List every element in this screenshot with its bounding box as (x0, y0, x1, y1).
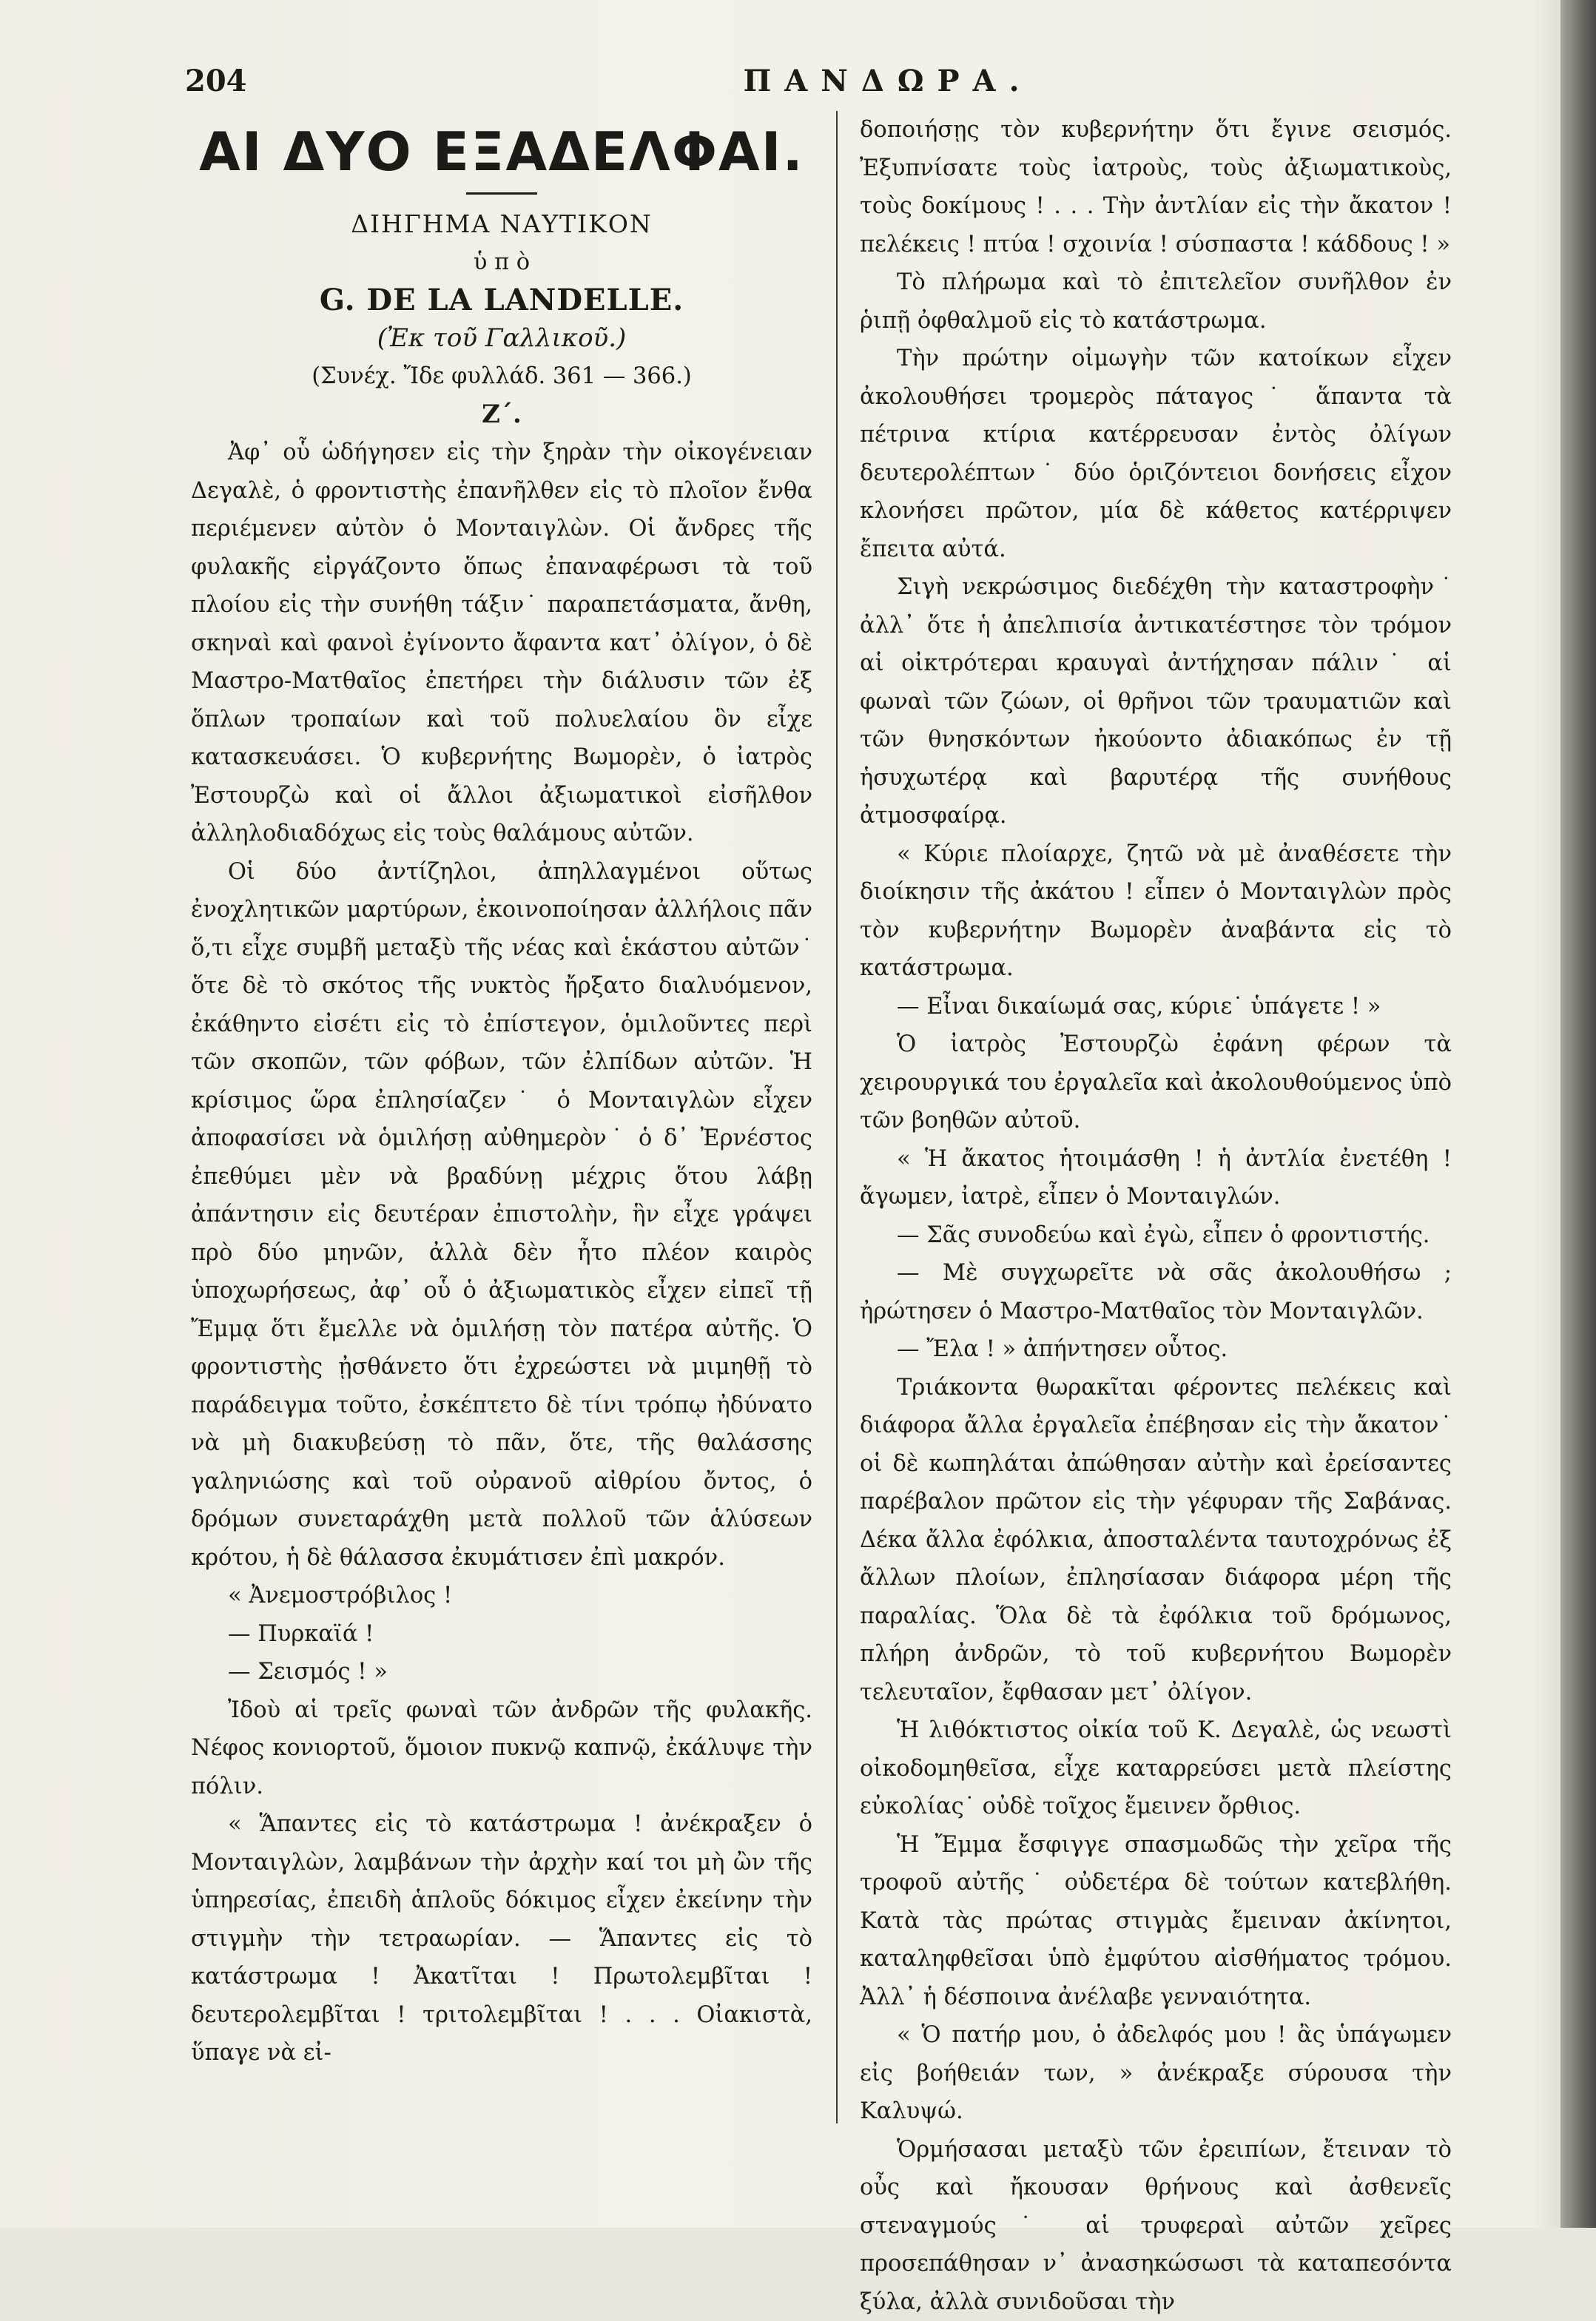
right-column (860, 111, 1452, 2321)
paragraph: Τὴν πρώτην οἰμωγὴν τῶν κατοίκων εἶχεν ἀκολουθήσει τρομερὸς πάταγος˙ ἅπαντα τὰ πέτρινα κτίρια κατέρρευσαν ἐντὸς ὀλίγων δευτερολέπτων˙ δύο ὁριζόντειοι δονήσεις εἶχον κλονήσει πρῶτον, μία δὲ κάθετος κατέρριψεν ἔπειτα αὐτά. (860, 340, 1452, 568)
paragraph: « Ὁ πατήρ μου, ὁ ἀδελφός μου ! ἂς ὑπάγωμεν εἰς βοήθειάν των, » ἀνέκραξε σύρουσα τὴν Καλυψώ. (860, 2016, 1452, 2131)
journal-title: ΠΑΝΔΩΡΑ. (629, 64, 1147, 98)
title-rule (466, 192, 537, 195)
paragraph: « Ἅπαντες εἰς τὸ κατάστρωμα ! ἀνέκραξεν ὁ Μονταιγλὼν, λαμβάνων τὴν ἀρχὴν καί τοι μὴ ὢν τῆς ὑπηρεσίας, ἐπειδὴ ἁπλοῦς δόκιμος εἶχεν ἐκείνην τὴν στιγμὴν τὴν τετραωρίαν. — Ἅπαντες εἰς τὸ κατάστρωμα ! Ἀκατῖται ! Πρωτολεμβῖται ! δευτερολεμβῖται ! τριτολεμβῖται ! . . . Οἰακιστὰ, ὕπαγε νὰ εἰ- (191, 1805, 812, 2072)
column-rule (836, 111, 838, 2123)
paragraph: Τὸ πλήρωμα καὶ τὸ ἐπιτελεῖον συνῆλθον ἐν ῥιπῇ ὀφθαλμοῦ εἰς τὸ κατάστρωμα. (860, 263, 1452, 340)
by-line: ὑ π ὸ (191, 243, 812, 282)
paragraph: Ἡ Ἔμμα ἔσφιγγε σπασμωδῶς τὴν χεῖρα τῆς τροφοῦ αὐτῆς˙ οὐδετέρα δὲ τούτων κατεβλήθη. Κατὰ τὰς πρώτας στιγμὰς ἔμειναν ἀκίνητοι, καταληφθεῖσαι ὑπὸ ἐμφύτου αἰσθήματος τρόμου. Ἀλλ᾽ ἡ δέσποινα ἀνέλαβε γενναιότητα. (860, 1826, 1452, 2017)
continuation-note: (Συνέχ. Ἴδε φυλλάδ. 361 — 366.) (191, 357, 812, 396)
paragraph: Σιγὴ νεκρώσιμος διεδέχθη τὴν καταστροφὴν˙ ἀλλ᾽ ὅτε ἡ ἀπελπισία ἀντικατέστησε τὸν τρόμον αἱ οἰκτρότεραι κραυγαὶ ἀντήχησαν πάλιν˙ αἱ φωναὶ τῶν ζώων, οἱ θρῆνοι τῶν τραυματιῶν καὶ τῶν θνησκόντων ἠκούοντο ἀδιακόπως ἐν τῇ ἡσυχωτέρᾳ καὶ βαρυτέρᾳ τῆς συνήθους ἀτμοσφαίρᾳ. (860, 568, 1452, 835)
running-head (185, 64, 1428, 111)
paragraph: Οἱ δύο ἀντίζηλοι, ἀπηλλαγμένοι οὕτως ἐνοχλητικῶν μαρτύρων, ἐκοινοποίησαν ἀλλήλοις πᾶν ὅ,τι εἶχε συμβῆ μεταξὺ τῆς νέας καὶ ἑκάστου αὐτῶν˙ ὅτε δὲ τὸ σκότος τῆς νυκτὸς ἤρξατο διαλυόμενον, ἐκάθηντο εἰσέτι εἰς τὸ ἐπίστεγον, ὁμιλοῦντες περὶ τῶν σκοπῶν, τῶν φόβων, τῶν ἐλπίδων αὐτῶν. Ἡ κρίσιμος ὥρα ἐπλησίαζεν˙ ὁ Μονταιγλὼν εἶχεν ἀποφασίσει νὰ ὁμιλήσῃ αὐθημερὸν˙ ὁ δ᾽ Ἐρνέστος ἐπεθύμει μὲν νὰ βραδύνῃ μέχρις ὅτου λάβῃ ἀπάντησιν εἰς δευτέραν ἐπιστολὴν, ἣν εἶχε γράψει πρὸ δύο μηνῶν, ἀλλὰ δὲν ἦτο πλέον καιρὸς ὑποχωρήσεως, ἀφ᾽ οὗ ὁ ἀξιωματικὸς εἶχεν εἰπεῖ τῇ Ἔμμᾳ ὅτι ἔμελλε νὰ ὁμιλήσῃ τὸν πατέρα αὐτῆς. Ὁ φροντιστὴς ᾐσθάνετο ὅτι ἐχρεώστει νὰ μιμηθῇ τὸ παράδειγμα τοῦτο, ἐσκέπτετο δὲ τίνι τρόπῳ ἠδύνατο νὰ μὴ διακυβεύσῃ τὸ πᾶν, ὅτε, τῆς θαλάσσης γαληνιώσης καὶ τοῦ οὐρανοῦ αἰθρίου ὄντος, ὁ δρόμων συνεταράχθη μετὰ πολλοῦ τῶν ἁλύσεων κρότου, ἡ δὲ θάλασσα ἐκυμάτισεν ἐπὶ μακρόν. (191, 853, 812, 1577)
binding-edge (1560, 0, 1596, 2228)
article-subtitle: ΔΙΗΓΗΜΑ ΝΑΥΤΙΚΟΝ (191, 205, 812, 243)
paragraph: « Κύριε πλοίαρχε, ζητῶ νὰ μὲ ἀναθέσετε τὴν διοίκησιν τῆς ἀκάτου ! εἶπεν ὁ Μονταιγλὼν πρὸς τὸν κυβερνήτην Βωμορὲν ἀναβάντα εἰς τὸ κατάστρωμα. (860, 835, 1452, 988)
dialogue-line: — Μὲ συγχωρεῖτε νὰ σᾶς ἀκολουθήσω ; ἠρώτησεν ὁ Μαστρο-Ματθαῖος τὸν Μονταιγλῶν. (860, 1254, 1452, 1330)
section-mark: Ζ΄. (191, 396, 812, 434)
dialogue-line: — Σᾶς συνοδεύω καὶ ἐγὼ, εἶπεν ὁ φροντιστής. (860, 1216, 1452, 1255)
dialogue-line: — Εἶναι δικαίωμά σας, κύριε˙ ὑπάγετε ! » (860, 988, 1452, 1026)
paragraph: Ἡ λιθόκτιστος οἰκία τοῦ Κ. Δεγαλὲ, ὡς νεωστὶ οἰκοδομηθεῖσα, εἶχε καταρρεύσει μετὰ πλείστης εὐκολίας˙ οὐδὲ τοῖχος ἔμεινεν ὄρθιος. (860, 1711, 1452, 1826)
translated-note: (Ἐκ τοῦ Γαλλικοῦ.) (191, 320, 812, 358)
paragraph: Τριάκοντα θωρακῖται φέροντες πελέκεις καὶ διάφορα ἄλλα ἐργαλεῖα ἐπέβησαν εἰς τὴν ἄκατον˙ οἱ δὲ κωπηλάται ἀπώθησαν αὐτὴν καὶ ἐρείσαντες παρέβαλον πρῶτον εἰς τὴν γέφυραν τῆς Σαβάνας. Δέκα ἄλλα ἐφόλκια, ἀποσταλέντα ταυτοχρόνως ἐξ ἄλλων πλοίων, ἐπλησίασαν διάφορα μέρη τῆς παραλίας. Ὅλα δὲ τὰ ἐφόλκια τοῦ δρόμωνος, πλήρη ἀνδρῶν, τὸ τοῦ κυβερνήτου Βωμορὲν τελευταῖον, ἔφθασαν μετ᾽ ὀλίγον. (860, 1369, 1452, 1712)
page-number: 204 (185, 64, 247, 98)
paragraph: « Ἡ ἄκατος ἡτοιμάσθη ! ἡ ἀντλία ἐνετέθη ! ἄγωμεν, ἰατρὲ, εἶπεν ὁ Μονταιγλών. (860, 1140, 1452, 1216)
dialogue-line: « Ἀνεμοστρόβιλος ! (191, 1577, 812, 1615)
paragraph: Ἀφ᾽ οὗ ὡδήγησεν εἰς τὴν ξηρὰν τὴν οἰκογένειαν Δεγαλὲ, ὁ φροντιστὴς ἐπανῆλθεν εἰς τὸ πλοῖον ἔνθα περιέμενεν αὐτὸν ὁ Μονταιγλὼν. Οἱ ἄνδρες τῆς φυλακῆς εἰργάζοντο ὅπως ἐπαναφέρωσι τὰ τοῦ πλοίου εἰς τὴν συνήθη τάξιν˙ παραπετάσματα, ἄνθη, σκηναὶ καὶ φανοὶ ἐγίνοντο ἄφαντα κατ᾽ ὀλίγον, ὁ δὲ Μαστρο-Ματθαῖος ἐπετήρει τὴν διάλυσιν τῶν ἐξ ὅπλων τροπαίων καὶ τοῦ πολυελαίου ὃν εἶχε κατασκευάσει. Ὁ κυβερνήτης Βωμορὲν, ὁ ἰατρὸς Ἐστουρζὼ καὶ οἱ ἄλλοι ἀξιωματικοὶ εἰσῆλθον ἀλληλοδιαδόχως εἰς τοὺς θαλάμους αὐτῶν. (191, 434, 812, 853)
paragraph: Ὁρμήσασαι μεταξὺ τῶν ἐρειπίων, ἔτειναν τὸ οὖς καὶ ἤκουσαν θρήνους καὶ ἀσθενεῖς στεναγμούς˙ αἱ τρυφεραὶ αὐτῶν χεῖρες προσεπάθησαν ν᾽ ἀνασηκώσωσι τὰ καταπεσόντα ξύλα, ἀλλὰ συνιδοῦσαι τὴν (860, 2131, 1452, 2321)
article-title: ΑΙ ΔΥΟ ΕΞΑΔΕΛΦΑΙ. (191, 118, 812, 185)
paragraph: Ἰδοὺ αἱ τρεῖς φωναὶ τῶν ἀνδρῶν τῆς φυλακῆς. Νέφος κονιορτοῦ, ὅμοιον πυκνῷ καπνῷ, ἐκάλυψε τὴν πόλιν. (191, 1691, 812, 1806)
dialogue-line: — Πυρκαϊά ! (191, 1615, 812, 1654)
dialogue-line: — Ἔλα ! » ἀπήντησεν οὗτος. (860, 1330, 1452, 1369)
paragraph: δοποιήσῃς τὸν κυβερνήτην ὅτι ἔγινε σεισμός. Ἐξυπνίσατε τοὺς ἰατροὺς, τοὺς ἀξιωματικοὺς, τοὺς δοκίμους ! . . . Τὴν ἀντλίαν εἰς τὴν ἄκατον ! πελέκεις ! πτύα ! σχοινία ! σύσπαστα ! κάδδους ! » (860, 111, 1452, 263)
author-name: G. DE LA LANDELLE. (191, 281, 812, 320)
left-column (191, 111, 812, 2072)
paragraph: Ὁ ἰατρὸς Ἐστουρζὼ ἐφάνη φέρων τὰ χειρουργικά του ἐργαλεῖα καὶ ἀκολουθούμενος ὑπὸ τῶν βοηθῶν αὐτοῦ. (860, 1025, 1452, 1140)
dialogue-line: — Σεισμός ! » (191, 1653, 812, 1691)
